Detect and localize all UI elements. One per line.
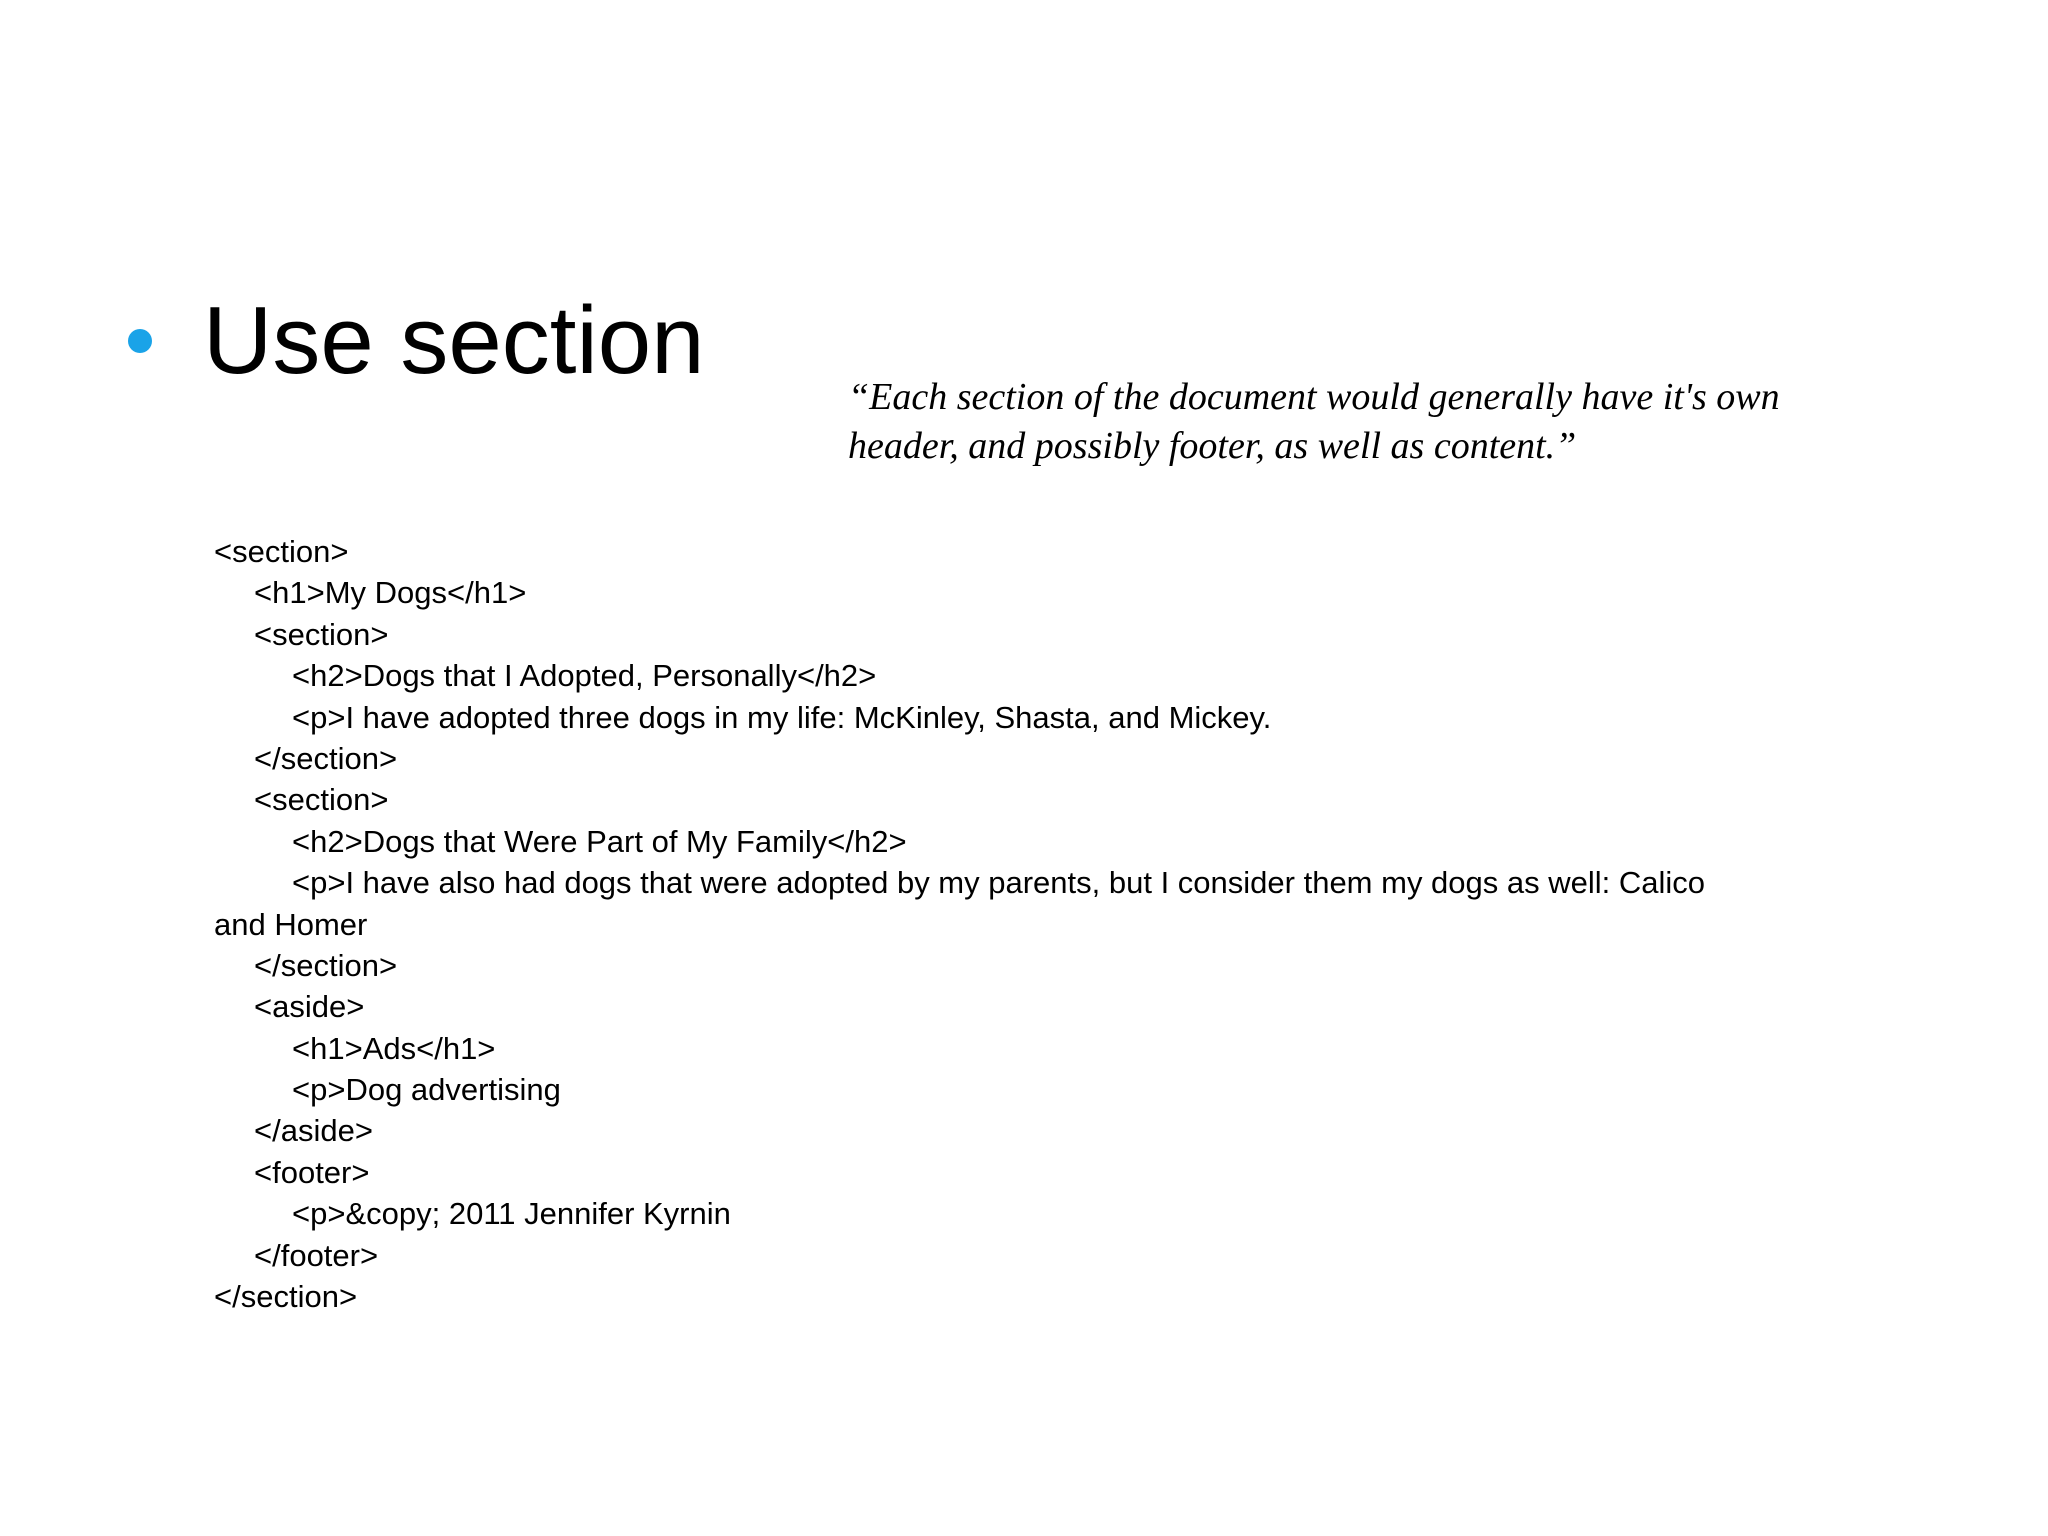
code-line: <section> bbox=[254, 616, 389, 652]
code-line: and Homer bbox=[214, 906, 368, 942]
code-line: <p>I have also had dogs that were adopted by my parents, but I consider them my dogs as well: Calico bbox=[292, 865, 1706, 901]
code-line: <h2>Dogs that Were Part of My Family</h2> bbox=[292, 823, 907, 859]
code-line: <h1>My Dogs</h1> bbox=[254, 575, 527, 611]
code-line: <h2>Dogs that I Adopted, Personally</h2> bbox=[292, 658, 877, 694]
code-line: </aside> bbox=[254, 1113, 373, 1149]
code-line: </section> bbox=[254, 740, 398, 776]
code-line: <aside> bbox=[254, 989, 365, 1025]
code-line: <h1>Ads</h1> bbox=[292, 1030, 496, 1066]
code-line: <p>I have adopted three dogs in my life: McKinley, Shasta, and Mickey. bbox=[292, 699, 1272, 735]
quote-line: “Each section of the document would generally have it's own bbox=[848, 376, 1780, 418]
code-line: <section> bbox=[214, 534, 349, 569]
code-line: </section> bbox=[214, 1279, 358, 1315]
code-example bbox=[214, 531, 2004, 1317]
code-line: <p>&copy; 2011 Jennifer Kyrnin bbox=[292, 1196, 731, 1232]
code-line: </footer> bbox=[254, 1237, 379, 1273]
quote-line: header, and possibly footer, as well as content.” bbox=[848, 425, 1577, 467]
code-line: <section> bbox=[254, 782, 389, 818]
bullet-dot-icon bbox=[128, 329, 152, 353]
quote bbox=[848, 373, 1968, 471]
code-line: <p>Dog advertising bbox=[292, 1072, 561, 1108]
slide-title: Use section bbox=[203, 287, 705, 394]
code-line: <footer> bbox=[254, 1154, 370, 1190]
code-line: </section> bbox=[254, 947, 398, 983]
